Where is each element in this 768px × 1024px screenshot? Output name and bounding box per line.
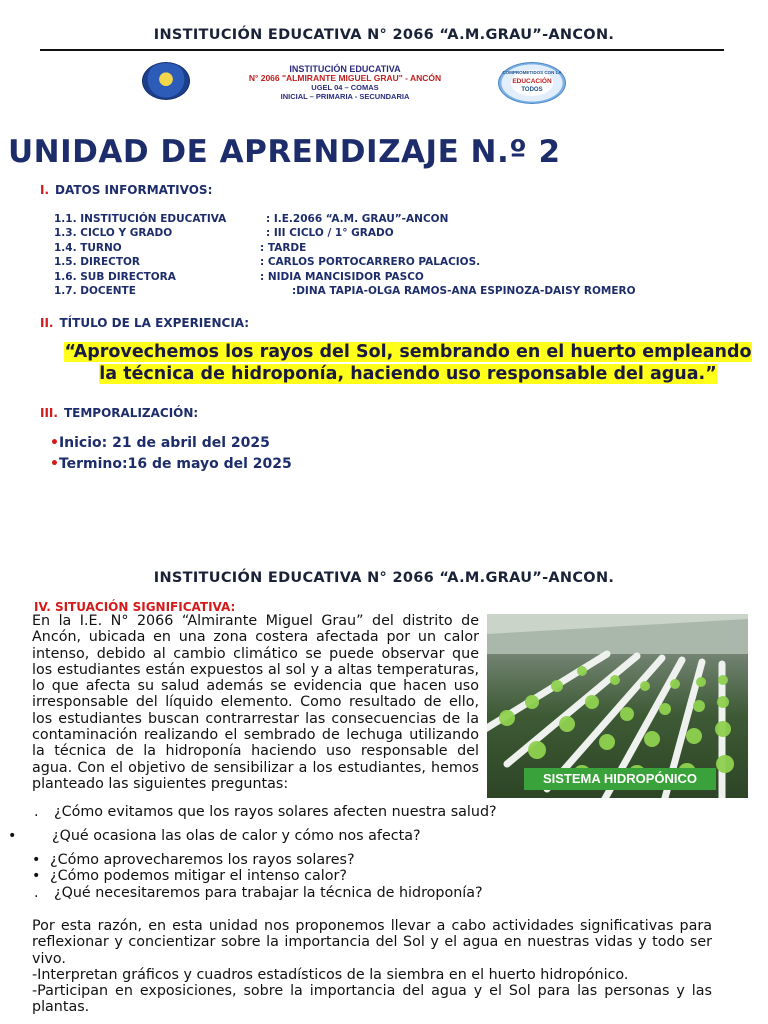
closing-item: -Participan en exposiciones, sobre la importancia del agua y el Sol para las personas y las plantas.: [32, 983, 712, 1016]
question-bullet: •: [8, 828, 17, 844]
section-heading-text: TEMPORALIZACIÓN:: [63, 406, 199, 420]
logo-line-2: N° 2066 "ALMIRANTE MIGUEL GRAU" - ANCÓN: [248, 73, 442, 83]
section-number: II.: [40, 316, 54, 330]
section-number: I.: [40, 183, 50, 197]
unit-title: UNIDAD DE APRENDIZAJE N.º 2: [8, 134, 561, 170]
bullet-icon: •: [50, 435, 59, 451]
question-bullet: •: [32, 868, 41, 884]
experience-title-text: “Aprovechemos los rayos del Sol, sembrando en el huerto empleando la técnica de hidroponía, haciendo uso responsable del agua.”: [64, 342, 752, 384]
question-text: ¿Cómo aprovecharemos los rayos solares?: [50, 852, 355, 868]
section-heading-text: TÍTULO DE LA EXPERIENCIA:: [59, 316, 250, 330]
education-seal-icon: [498, 62, 566, 104]
section-heading-text: DATOS INFORMATIVOS:: [55, 183, 213, 197]
institution-header: INSTITUCIÓN EDUCATIVA N° 2066 “A.M.GRAU”-ANCON.: [153, 27, 615, 43]
info-label: 1.7. DOCENTE: [54, 285, 136, 297]
section-heading-situacion: IV. SITUACIÓN SIGNIFICATIVA:: [34, 600, 236, 614]
question-text: ¿Qué necesitaremos para trabajar la técnica de hidroponía?: [54, 885, 483, 901]
logo-line-3: UGEL 04 – COMAS: [311, 83, 379, 92]
section-heading-temporalizacion: [40, 406, 198, 420]
info-label: 1.4. TURNO: [54, 242, 122, 254]
end-date: [50, 456, 292, 472]
info-value: : III CICLO / 1° GRADO: [266, 227, 394, 239]
question-bullet: •: [32, 852, 41, 868]
institution-header-page2: INSTITUCIÓN EDUCATIVA N° 2066 “A.M.GRAU”-ANCON.: [153, 570, 615, 586]
start-date: [50, 435, 270, 451]
situation-paragraph: En la I.E. N° 2066 “Almirante Miguel Grau” del distrito de Ancón, ubicada en una zona costera afectada por un calor intenso, debido al cambio climático se puede observar que los estudiantes están expuestos al sol y a altas temperaturas, lo que afecta su salud además se evidencia que hacen uso irresponsable del líquido elemento. Como resultado de ello, los estudiantes buscan contrarrestar las consecuencias de la contaminación realizando el sembrado de lechuga utilizando la técnica de la hidroponía haciendo uso responsable del agua. Con el objetivo de sensibilizar a los estudiantes, hemos planteado las siguientes preguntas:: [32, 613, 479, 792]
closing-paragraph: Por esta razón, en esta unidad nos proponemos llevar a cabo actividades significativas para reflexionar y concientizar sobre la importancia del Sol y el agua en nuestras vidas y todo ser vivo.: [32, 918, 712, 967]
question-item: [32, 868, 40, 884]
bullet-icon: •: [50, 456, 59, 472]
info-label: 1.3. CICLO Y GRADO: [54, 227, 173, 239]
question-item: [34, 885, 39, 901]
seal-text-2: EDUCACIÓN: [512, 78, 552, 85]
closing-item: -Interpretan gráficos y cuadros estadísticos de la siembra en el huerto hidropónico.: [32, 966, 629, 983]
info-value: : NIDIA MANCISIDOR PASCO: [260, 271, 424, 283]
info-label: 1.1. INSTITUCIÓN EDUCATIVA: [54, 213, 227, 225]
question-item: [32, 852, 40, 868]
section-heading-datos: [40, 183, 212, 197]
seal-text-3: TODOS: [521, 87, 543, 93]
question-text: ¿Qué ocasiona las olas de calor y cómo nos afecta?: [52, 828, 421, 844]
logo-line-4: INICIAL – PRIMARIA - SECUNDARIA: [280, 92, 410, 101]
section-heading-titulo: [40, 316, 249, 330]
info-value: : TARDE: [260, 242, 307, 254]
question-item: [34, 804, 39, 820]
info-value: :DINA TAPIA-OLGA RAMOS-ANA ESPINOZA-DAISY ROMERO: [292, 285, 636, 297]
section-number: III.: [40, 406, 58, 420]
question-text: ¿Cómo podemos mitigar el intenso calor?: [50, 868, 347, 884]
header-divider: [40, 49, 724, 51]
photo-caption: SISTEMA HIDROPÓNICO: [524, 768, 716, 790]
question-text: ¿Cómo evitamos que los rayos solares afecten nuestra salud?: [54, 804, 497, 820]
question-bullet: .: [34, 885, 39, 901]
end-date-text: Termino:16 de mayo del 2025: [58, 456, 292, 472]
info-label: 1.5. DIRECTOR: [54, 256, 141, 268]
school-emblem-icon: [142, 62, 190, 100]
info-label: 1.6. SUB DIRECTORA: [54, 271, 176, 283]
seal-text-1: COMPROMETIDOS CON LA: [502, 70, 562, 75]
question-item: [8, 828, 16, 844]
info-value: : I.E.2066 “A.M. GRAU”-ANCON: [266, 213, 449, 225]
info-value: : CARLOS PORTOCARRERO PALACIOS.: [260, 256, 481, 268]
experience-title: [56, 342, 760, 385]
question-bullet: .: [34, 804, 39, 820]
start-date-text: Inicio: 21 de abril del 2025: [58, 435, 270, 451]
logo-line-1: INSTITUCIÓN EDUCATIVA: [289, 64, 401, 74]
closing-text: [32, 918, 712, 1016]
